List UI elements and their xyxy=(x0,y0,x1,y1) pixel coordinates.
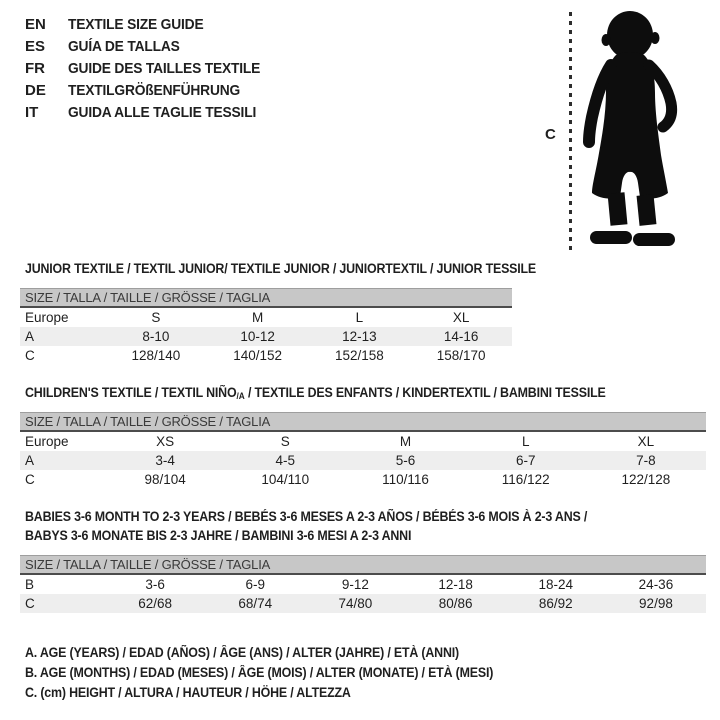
size-cell: 6-7 xyxy=(515,453,536,468)
language-code: ES xyxy=(25,37,46,55)
size-cell: 140/152 xyxy=(233,348,283,363)
size-header-bar: SIZE / TALLA / TAILLE / GRÖSSE / TAGLIA xyxy=(20,555,706,575)
row-label: Europe xyxy=(25,310,69,325)
size-cell: 9-12 xyxy=(341,577,369,592)
size-cell: 7-8 xyxy=(636,453,656,468)
table-row xyxy=(20,575,706,594)
size-cell: 12-18 xyxy=(438,577,473,592)
language-title: GUIDE DES TAILLES TEXTILE xyxy=(68,59,261,77)
footnote-c: C. (cm) HEIGHT / ALTURA / HAUTEUR / HÖHE / ALTEZZA xyxy=(25,685,351,700)
table-row xyxy=(20,451,706,470)
size-cell: 128/140 xyxy=(131,348,181,363)
size-cell: 4-5 xyxy=(275,453,296,468)
footnote-a: A. AGE (YEARS) / EDAD (AÑOS) / ÂGE (ANS) / ALTER (JAHRE) / ETÀ (ANNI) xyxy=(25,645,459,660)
section-title-children: CHILDREN'S TEXTILE / TEXTIL $NIÑO_{/A}$ / TEXTILE DES ENFANTS / KINDERTEXTIL / BAMBINI TESSILE xyxy=(25,385,606,401)
row-label: C xyxy=(25,348,35,363)
size-cell: 110/116 xyxy=(382,472,429,487)
size-cell: M xyxy=(399,434,412,449)
size-cell: 14-16 xyxy=(443,329,479,344)
language-row xyxy=(25,79,277,101)
size-cell: 86/92 xyxy=(538,596,573,611)
language-title: GUIDA ALLE TAGLIE TESSILI xyxy=(68,103,257,121)
size-cell: S xyxy=(151,310,161,325)
size-cell: 158/170 xyxy=(436,348,486,363)
size-cell: 8-10 xyxy=(142,329,170,344)
language-header xyxy=(25,13,277,123)
size-cell: 6-9 xyxy=(245,577,266,592)
language-code: DE xyxy=(25,81,46,99)
table-row xyxy=(20,327,512,346)
height-label-c: C xyxy=(545,126,556,143)
size-cell: 74/80 xyxy=(338,596,373,611)
toddler-silhouette xyxy=(578,9,682,249)
size-cell: M xyxy=(252,310,264,325)
language-row xyxy=(25,101,277,123)
babies-size-table xyxy=(20,555,706,613)
row-label: A xyxy=(25,453,35,468)
height-measure-dotted-line xyxy=(569,12,572,250)
size-header-bar: SIZE / TALLA / TAILLE / GRÖSSE / TAGLIA xyxy=(20,412,706,432)
size-cell: XS xyxy=(156,434,175,449)
size-cell: 80/86 xyxy=(438,596,473,611)
babies-title-line-2: BABYS 3-6 MONATE BIS 2-3 JAHRE / BAMBINI 3-6 MESI A 2-3 ANNI xyxy=(25,528,412,543)
language-code: IT xyxy=(25,103,39,121)
section-title-babies xyxy=(25,507,636,545)
language-code: FR xyxy=(25,59,45,77)
row-label: C xyxy=(25,472,35,487)
size-cell: 152/158 xyxy=(334,348,384,363)
size-cell: 62/68 xyxy=(138,596,172,611)
babies-title-line-1: BABIES 3-6 MONTH TO 2-3 YEARS / BEBÉS 3-6 MESES A 2-3 AÑOS / BÉBÉS 3-6 MOIS À 2-3 ANS / xyxy=(25,509,588,524)
language-title: TEXTILE SIZE GUIDE xyxy=(68,15,204,33)
row-label: Europe xyxy=(25,434,69,449)
footnote-b: B. AGE (MONTHS) / EDAD (MESES) / ÂGE (MOIS) / ALTER (MONATE) / ETÀ (MESI) xyxy=(25,665,494,680)
size-cell: 10-12 xyxy=(240,329,275,344)
table-row xyxy=(20,346,512,365)
size-cell: 104/110 xyxy=(261,472,310,487)
size-cell: L xyxy=(355,310,364,325)
size-cell: 5-6 xyxy=(395,453,416,468)
language-row xyxy=(25,13,277,35)
size-cell: 3-4 xyxy=(155,453,175,468)
section-title-junior: JUNIOR TEXTILE / TEXTIL JUNIOR/ TEXTILE JUNIOR / JUNIORTEXTIL / JUNIOR TESSILE xyxy=(25,261,537,276)
row-label: B xyxy=(25,577,35,592)
size-cell: 116/122 xyxy=(501,472,550,487)
language-title: TEXTILGRÖßENFÜHRUNG xyxy=(68,81,241,99)
size-cell: 122/128 xyxy=(621,472,671,487)
size-cell: 24-36 xyxy=(638,577,674,592)
children-size-table xyxy=(20,412,706,489)
language-row xyxy=(25,57,277,79)
size-header-bar: SIZE / TALLA / TAILLE / GRÖSSE / TAGLIA xyxy=(20,288,512,308)
table-row xyxy=(20,594,706,613)
language-code: EN xyxy=(25,15,46,33)
row-label: A xyxy=(25,329,35,344)
table-row xyxy=(20,432,706,451)
footnotes xyxy=(25,643,534,703)
language-title: GUÍA DE TALLAS xyxy=(68,37,180,55)
size-cell: 3-6 xyxy=(145,577,165,592)
row-label: C xyxy=(25,596,35,611)
size-cell: L xyxy=(521,434,530,449)
size-cell: S xyxy=(280,434,290,449)
size-cell: 12-13 xyxy=(342,329,377,344)
size-cell: XL xyxy=(637,434,655,449)
language-row xyxy=(25,35,277,57)
table-row xyxy=(20,308,512,327)
size-cell: 98/104 xyxy=(144,472,186,487)
size-cell: 68/74 xyxy=(238,596,273,611)
size-cell: 18-24 xyxy=(538,577,574,592)
junior-size-table xyxy=(20,288,512,365)
size-cell: XL xyxy=(452,310,470,325)
table-row xyxy=(20,470,706,489)
size-cell: 92/98 xyxy=(639,596,673,611)
